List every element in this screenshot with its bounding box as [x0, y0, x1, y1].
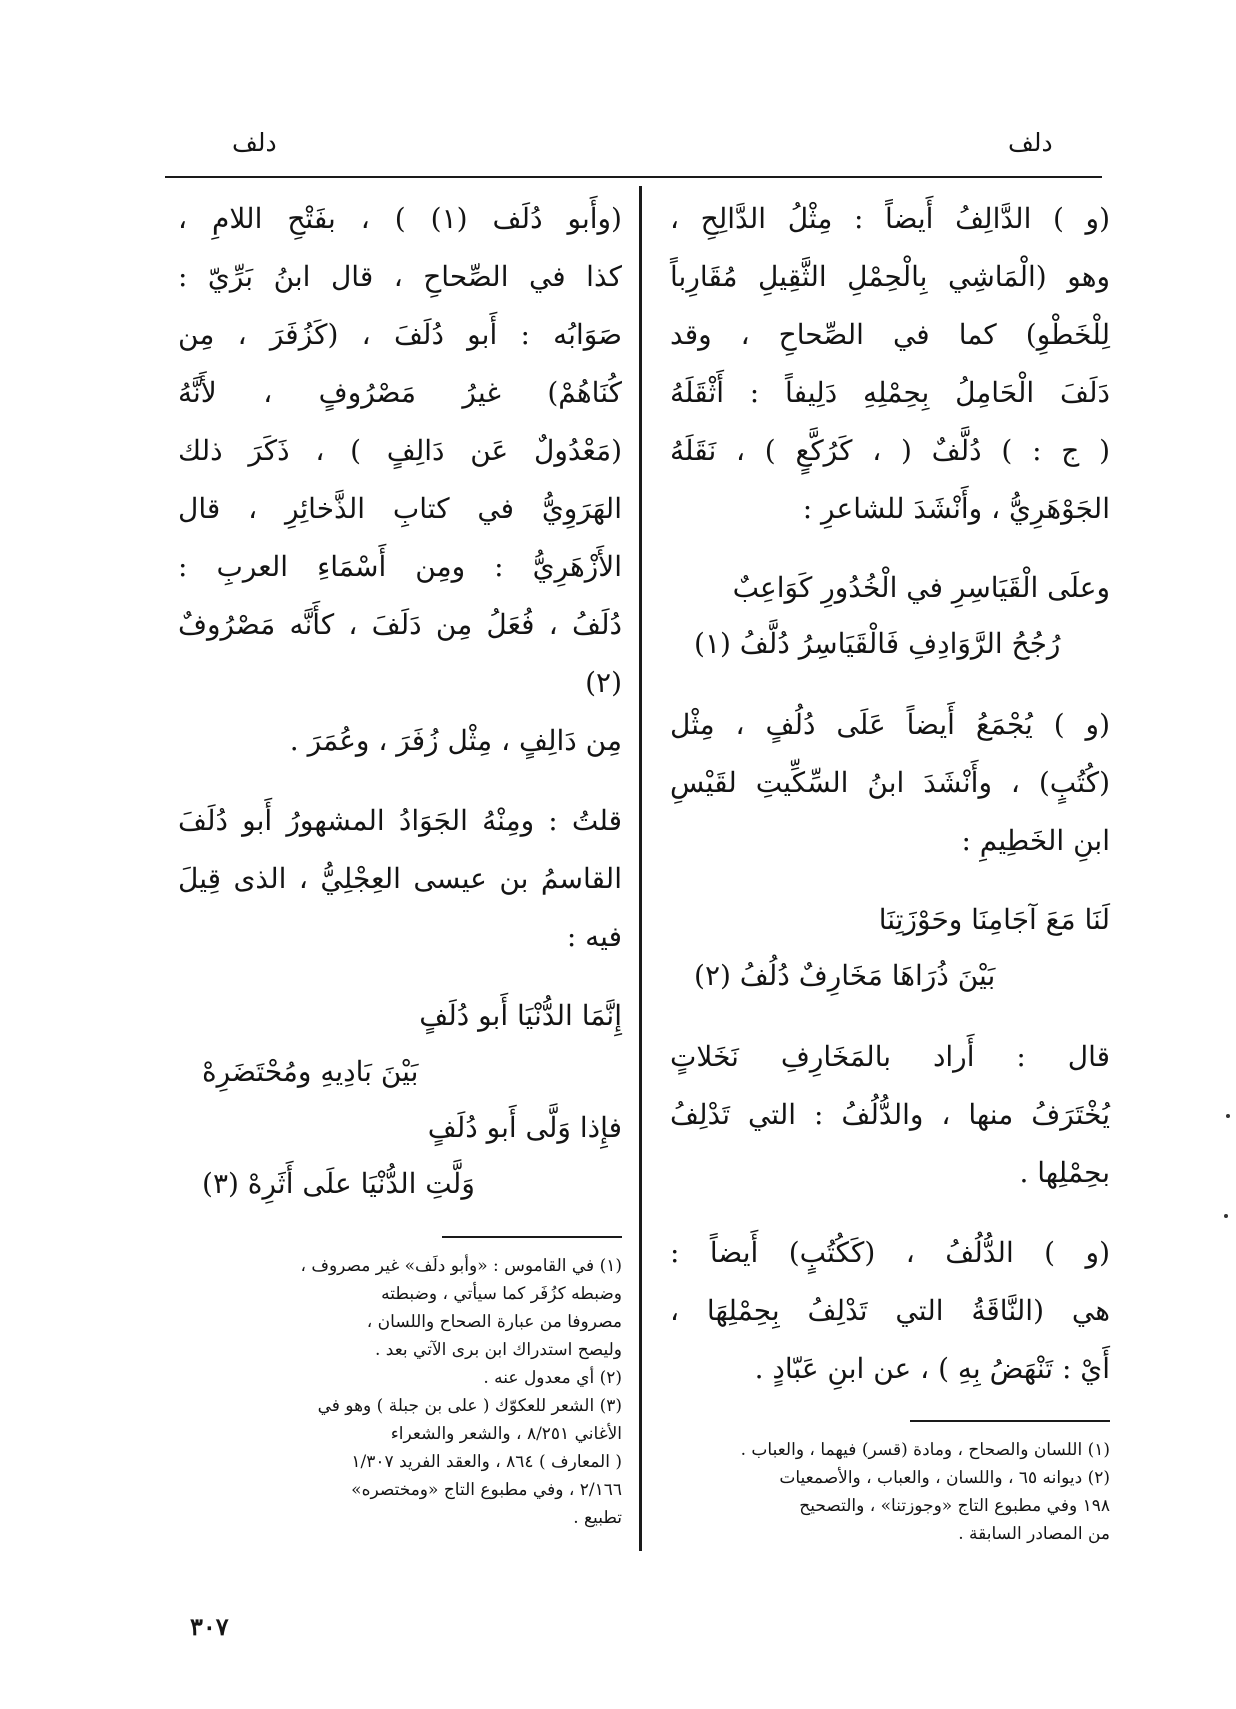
- footnote-rule: [910, 1420, 1110, 1422]
- footnote-line: وضبطه كزُفَر كما سيأتي ، وضبطته: [381, 1284, 622, 1304]
- footnote-line: (٣) الشعر للعكوّك ( على بن جبلة ) وهو في: [317, 1396, 622, 1416]
- footnote-line: (٢) أي معدول عنه .: [483, 1368, 622, 1388]
- text-line: (و ) الدُّلُفُ ، (كَكُتُبٍ) أَيضاً :: [670, 1236, 1110, 1269]
- text-line: بحِمْلِها .: [1019, 1156, 1110, 1189]
- header-rule: [165, 176, 1102, 178]
- left-column: [178, 190, 622, 1532]
- header-word-left: دلف: [232, 128, 277, 157]
- scan-speck: [1224, 1214, 1228, 1218]
- text-line: أَيْ : تَنْهَضُ بِهِ ) ، عن ابنِ عَبّادٍ .: [754, 1352, 1110, 1385]
- verse-hemistich: لَنَا مَعَ آجَامِنَا وحَوْزَتِنَا: [878, 903, 1110, 936]
- text-line: الهَرَوِيُّ في كتابِ الذَّخائِرِ ، قال: [178, 492, 622, 525]
- text-line: القاسمُ بن عيسى العِجْلِيُّ ، الذى قِيلَ: [178, 862, 622, 895]
- footnote-line: ٢/١٦٦ ، وفي مطبوع التاج «ومختصره»: [351, 1480, 622, 1500]
- text-line: (مَعْدُولٌ عَن دَالِفٍ ) ، ذَكَرَ ذلك: [178, 434, 622, 467]
- column-divider: [639, 186, 642, 1551]
- footnote-line: تطبيع .: [573, 1508, 622, 1528]
- verse-hemistich: رُجُحُ الرَّوَادِفِ فَالْقَيَاسِرُ دُلَّفُ (١): [694, 627, 1061, 660]
- footnote-line: من المصادر السابقة .: [958, 1524, 1110, 1544]
- text-line: (و ) يُجْمَعُ أَيضاً عَلَى دُلُفٍ ، مِثْل: [670, 708, 1110, 741]
- text-line: كُنَاهُمْ) غيرُ مَصْرُوفٍ ، لأَنَّهُ: [178, 376, 622, 409]
- entry-paragraph: [670, 1028, 1110, 1202]
- text-line: فيه :: [566, 920, 622, 953]
- poetry-verse: [178, 988, 622, 1212]
- entry-paragraph: [670, 1224, 1110, 1398]
- text-line: مِن دَالِفٍ ، مِثْل زُفَرَ ، وعُمَرَ .: [289, 724, 622, 757]
- poetry-verse: [670, 560, 1110, 672]
- verse-hemistich: بَيْنَ ذُرَاهَا مَخَارِفٌ دُلُفُ (٢): [694, 959, 996, 992]
- footnote-line: (١) في القاموس : «وأبو دلَف» غير مصروف ،: [300, 1256, 622, 1276]
- verse-hemistich: إِنَّمَا الدُّنْيَا أَبو دُلَفٍ: [419, 999, 622, 1032]
- text-line: وهو (الْمَاشِي بِالْحِمْلِ الثَّقِيلِ مُقَارِباً: [670, 260, 1110, 293]
- page-number: ٣٠٧: [190, 1612, 229, 1641]
- text-line: يُخْتَرَفُ منها ، والدُّلُفُ : التي تَدْلِفُ: [670, 1098, 1110, 1131]
- text-line: لِلْخَطْوِ) كما في الصِّحاحِ ، وقد: [670, 318, 1110, 351]
- entry-paragraph: [670, 190, 1110, 538]
- text-line: ( ج : ) دُلَّفٌ ( ، كَرُكَّعٍ ) ، نَقَلَهُ: [670, 434, 1110, 467]
- entry-paragraph: [670, 696, 1110, 870]
- footnote-line: ( المعارف ) ٨٦٤ ، والعقد الفريد ١/٣٠٧: [351, 1452, 622, 1472]
- text-line: (كُتُبٍ) ، وأَنْشَدَ ابنُ السِّكِّيتِ لقَيْسِ: [670, 766, 1110, 799]
- footnote-line: (٢) ديوانه ٦٥ ، واللسان ، والعباب ، والأصمعيات: [779, 1468, 1110, 1488]
- scan-speck: [1226, 1114, 1230, 1118]
- right-column: [670, 190, 1110, 1548]
- footnotes: [178, 1252, 622, 1532]
- footnote-rule: [442, 1236, 622, 1238]
- entry-paragraph: [178, 190, 622, 770]
- poetry-verse: [670, 892, 1110, 1004]
- footnote-line: الأغاني ٨/٢٥١ ، والشعر والشعراء: [390, 1424, 622, 1444]
- footnotes: [670, 1436, 1110, 1548]
- text-line: صَوَابُه : أَبو دُلَفَ ، (كَزُفَرَ ، مِن: [178, 318, 622, 351]
- text-line: (و ) الدَّالِفُ أَيضاً : مِثْلُ الدَّالِحِ ،: [670, 202, 1110, 235]
- footnote-line: ١٩٨ وفي مطبوع التاج «وجوزتنا» ، والتصحيح: [799, 1496, 1110, 1516]
- footnote-line: (١) اللسان والصحاح ، ومادة (قسر) فيهما ، والعباب .: [740, 1440, 1110, 1460]
- text-line: قلتُ : ومِنْهُ الجَوَادُ المشهورُ أَبو دُلَفَ: [178, 804, 622, 837]
- text-line: كذا في الصِّحاحِ ، قال ابنُ بَرِّيّ :: [178, 260, 622, 293]
- entry-paragraph: [178, 792, 622, 966]
- text-line: دَلَفَ الْحَامِلُ بِحِمْلِهِ دَلِيفاً : أَثْقَلَهُ: [670, 376, 1110, 409]
- verse-hemistich: فإِذا وَلَّى أَبو دُلَفٍ: [427, 1111, 622, 1144]
- text-line: هي (النَّاقَةُ التي تَدْلِفُ بِحِمْلِهَا ،: [670, 1294, 1110, 1327]
- text-line: (وأَبو دُلَف (١) ) ، بفَتْحِ اللامِ ،: [178, 202, 622, 235]
- text-line: الجَوْهَرِيُّ ، وأَنْشَدَ للشاعرِ :: [802, 492, 1110, 525]
- header-word-right: دلف: [1008, 128, 1053, 157]
- footnote-line: مصروفا من عبارة الصحاح واللسان ،: [366, 1312, 622, 1332]
- text-line: الأَزْهَرِيُّ : ومِن أَسْمَاءِ العربِ :: [178, 550, 622, 583]
- text-line: دُلَفُ ، فُعَلُ مِن دَلَفَ ، كأَنَّه مَصْرُوفٌ (٢): [178, 608, 622, 699]
- verse-hemistich: وَلَّتِ الدُّنْيَا علَى أَثَرِهْ (٣): [202, 1167, 475, 1200]
- text-line: ابنِ الخَطِيمِ :: [961, 824, 1110, 857]
- text-line: قال : أَراد بالمَخَارِفِ نَخَلاتٍ: [670, 1040, 1110, 1073]
- footnote-line: وليصح استدراك ابن برى الآتي بعد .: [374, 1340, 622, 1360]
- verse-hemistich: وعلَى الْقَيَاسِرِ في الْخُدُورِ كَوَاعِبٌ: [732, 571, 1110, 604]
- verse-hemistich: بَيْنَ بَادِيهِ ومُحْتَضَرِهْ: [202, 1055, 419, 1088]
